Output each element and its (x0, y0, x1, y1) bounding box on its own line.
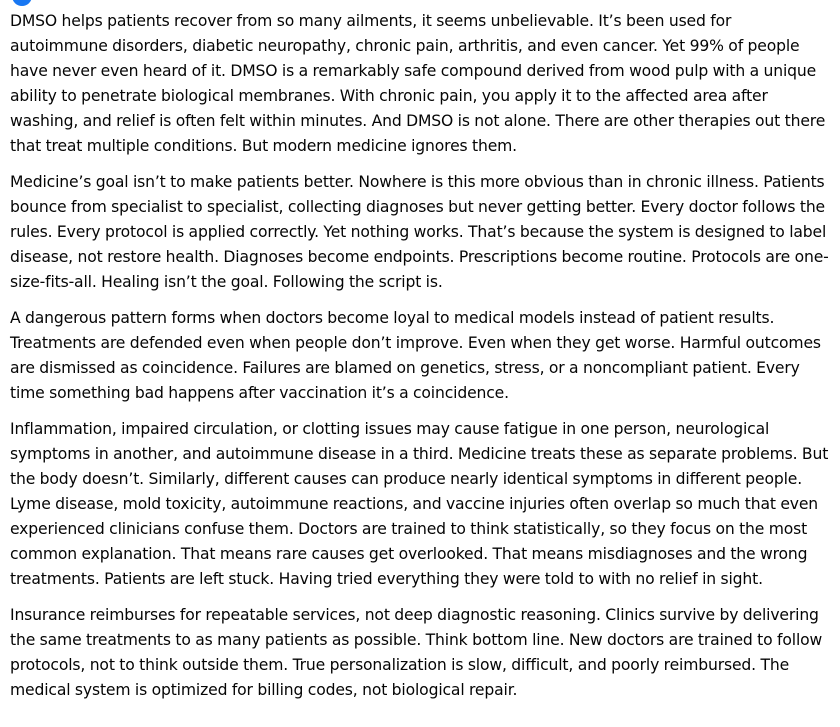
post-paragraph-1: DMSO helps patients recover from so many ailments, it seems unbelievable. It’s been used for autoimmune disorders, diabetic neuropathy, chronic pain, arthritis, and even cancer. Yet 99% of people have never even heard of it. DMSO is a remarkably safe compound derived from wood pulp with a unique ability to penetrate biological membranes. With chronic pain, you apply it to the affected area after washing, and relief is often felt within minutes. And DMSO is not alone. There are other therapies out there that treat multiple conditions. But modern medicine ignores them. (10, 12, 826, 155)
post-paragraph-4: Inflammation, impaired circulation, or clotting issues may cause fatigue in one person, neurological symptoms in another, and autoimmune disease in a third. Medicine treats these as separate problems. But the body doesn’t. Similarly, different causes can produce nearly identical symptoms in different people. Lyme disease, mold toxicity, autoimmune reactions, and vaccine injuries often overlap so much that even experienced clinicians confuse them. Doctors are trained to think statistically, so they focus on the most common explanation. That means rare causes get overlooked. That means misdiagnoses and the wrong treatments. Patients are left stuck. Having tried everything they were told to with no relief in sight. (10, 420, 829, 588)
post-paragraph-2: Medicine’s goal isn’t to make patients better. Nowhere is this more obvious than in chronic illness. Patients bounce from specialist to specialist, collecting diagnoses but never getting better. Every doctor follows the rules. Every protocol is applied correctly. Yet nothing works. That’s because the system is designed to label disease, not restore health. Diagnoses become endpoints. Prescriptions become routine. Protocols are one-size-fits-all. Healing isn’t the goal. Following the script is. (10, 173, 829, 291)
post-text (10, 9, 832, 714)
post-paragraph-3: A dangerous pattern forms when doctors become loyal to medical models instead of patient results. Treatments are defended even when people don’t improve. Even when they get worse. Harmful outcomes are dismissed as coincidence. Failures are blamed on genetics, stress, or a noncompliant patient. Every time something bad happens after vaccination it’s a coincidence. (10, 309, 821, 402)
avatar[interactable] (12, 0, 32, 6)
post-paragraph-5: Insurance reimburses for repeatable services, not deep diagnostic reasoning. Clinics survive by delivering the same treatments to as many patients as possible. Think bottom line. New doctors are trained to follow protocols, not to think outside them. True personalization is slow, difficult, and poorly reimbursed. The medical system is optimized for billing codes, not biological repair. (10, 606, 823, 699)
